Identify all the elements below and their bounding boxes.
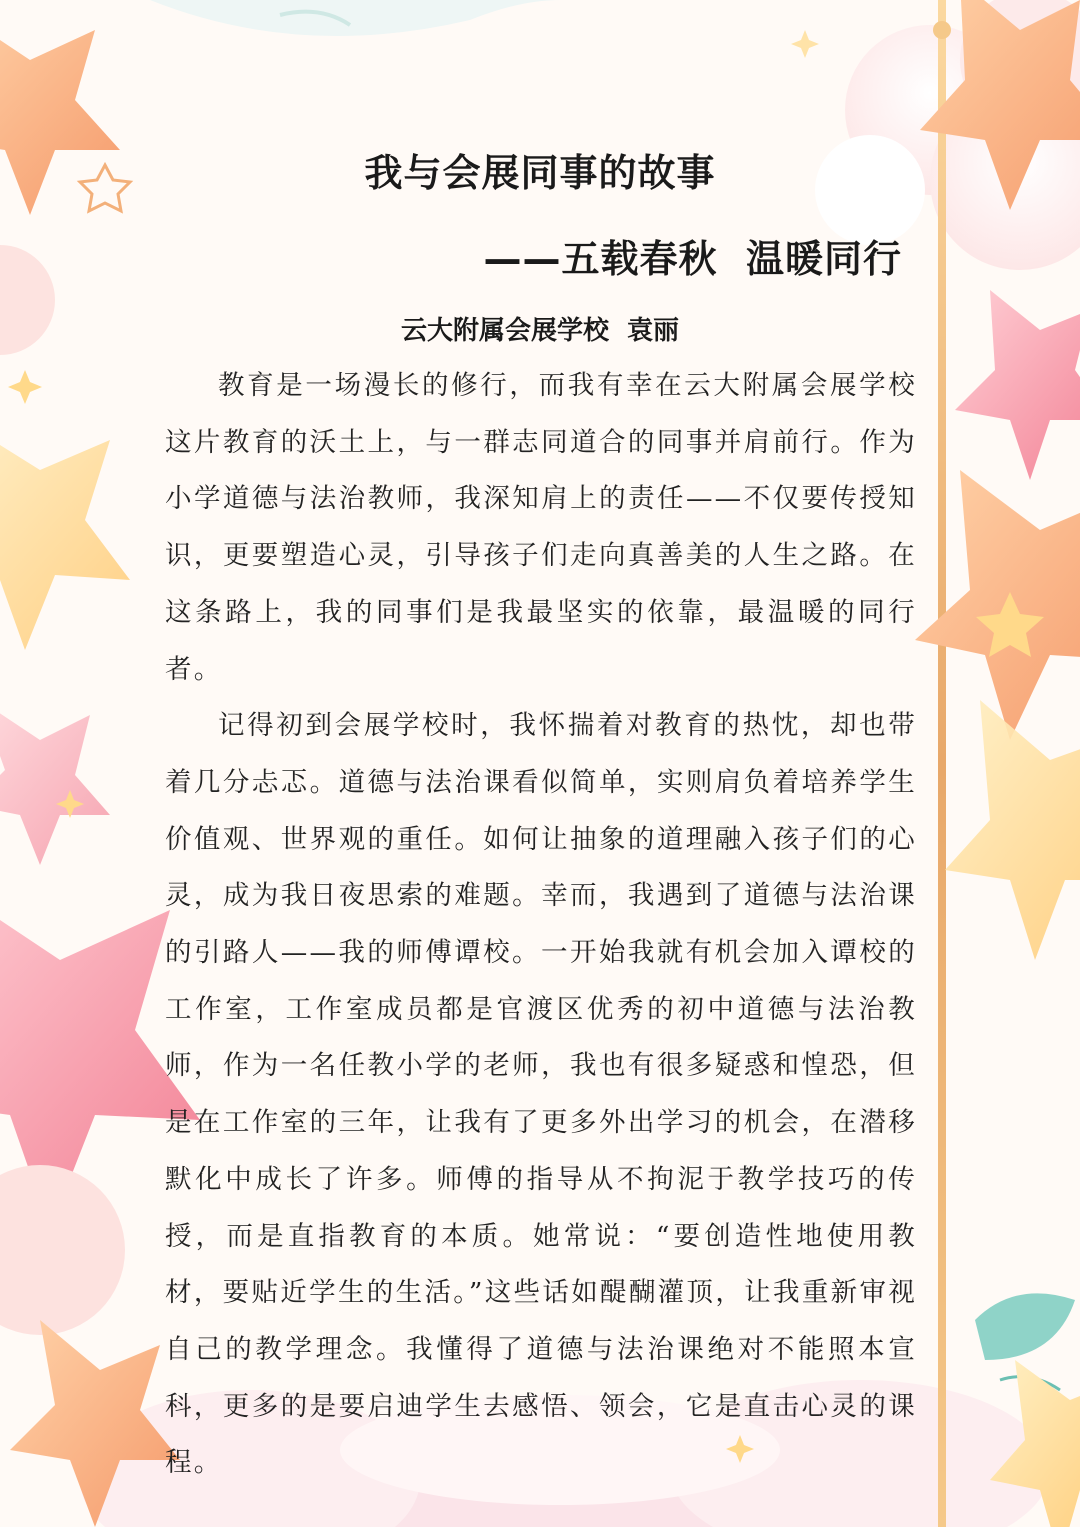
document-title: 我与会展同事的故事 [364,151,716,195]
author-line: 云大附属会展学校 袁丽 [400,316,680,346]
article-body [165,358,917,1492]
paragraph: 教育是一场漫长的修行，而我有幸在云大附属会展学校这片教育的沃土上，与一群志同道合的同事并肩前行。作为小学道德与法治教师，我深知肩上的责任——不仅要传授知识，更要塑造心灵，引导孩子们走向真善美的人生之路。在这条路上，我的同事们是我最坚实的依靠，最温暖的同行者。 [165,370,917,685]
paragraph: 记得初到会展学校时，我怀揣着对教育的热忱，却也带着几分忐忑。道德与法治课看似简单，实则肩负着培养学生价值观、世界观的重任。如何让抽象的道理融入孩子们的心灵，成为我日夜思索的难题。幸而，我遇到了道德与法治课的引路人——我的师傅谭校。一开始我就有机会加入谭校的工作室，工作室成员都是官渡区优秀的初中道德与法治教师，作为一名任教小学的老师，我也有很多疑惑和惶恐，但是在工作室的三年，让我有了更多外出学习的机会，在潜移默化中成长了许多。师傅的指导从不拘泥于教学技巧的传授，而是直指教育的本质。她常说：“要创造性地使用教材，要贴近学生的生活。”这些话如醍醐灌顶，让我重新审视自己的教学理念。我懂得了道德与法治课绝对不能照本宣科，更多的是要启迪学生去感悟、领会，它是直击心灵的课程。 [165,710,917,1479]
document-subtitle: ——五载春秋 温暖同行 [483,237,902,281]
